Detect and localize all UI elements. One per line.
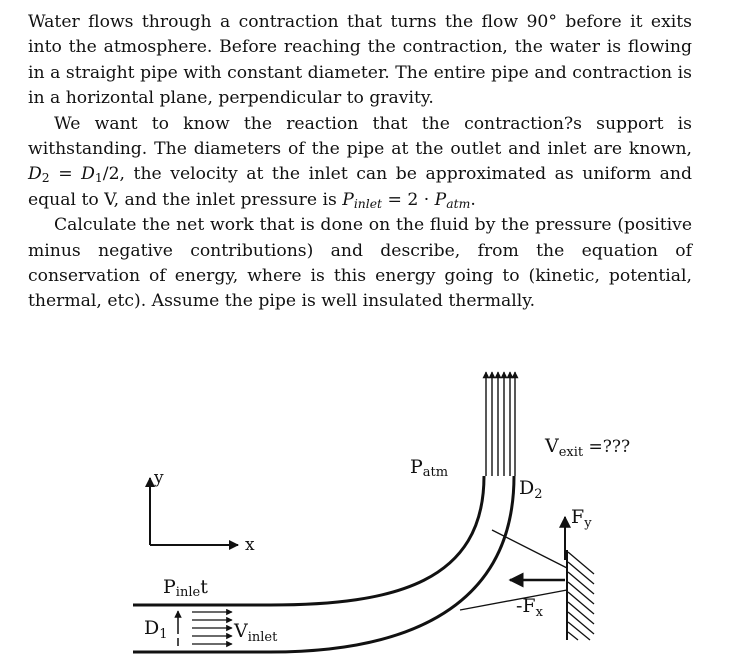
paragraph-2-text-2: the velocity at the inlet can be approximated as uniform and equal to V, and the inlet pressure is [28, 164, 693, 210]
x-axis-label: x [245, 535, 255, 555]
eq-d2-sub: 2 [41, 171, 50, 186]
eq-p-inlet: P [342, 189, 354, 210]
eq-d1: D [81, 164, 95, 185]
label-fy: $F_y$ [571, 506, 592, 531]
label-fx: $-F_x$ [516, 595, 543, 620]
paragraph-2-text: We want to know the reaction that the contraction?s support is withstanding. The diameters of the pipe at the outlet and inlet are known, [28, 113, 692, 160]
eq-d2: D [28, 164, 42, 185]
label-d2: $D_2$ [519, 477, 543, 502]
support-wall [460, 517, 594, 640]
eq-d1-sub: 1 [94, 171, 103, 186]
eq-half: /2, [102, 164, 125, 185]
label-v-inlet: $V_{inlet}$ [234, 620, 278, 645]
label-p-inlet: Pinlet [163, 576, 208, 600]
eq-period: . [470, 189, 476, 210]
paragraph-3: Calculate the net work that is done on the fluid by the pressure (positive minus negative contributions) and describe, from the equation of conservation of energy, where is this energy going to (kinetic, potential, thermal, etc). Assume the pipe is well insulated thermally. [28, 215, 692, 312]
eq-equals: = [49, 164, 82, 185]
pipe-wall-inner [133, 476, 514, 652]
support-hatching [568, 552, 594, 640]
figure-labels [144, 435, 630, 645]
eq-p-atm: P [434, 189, 447, 210]
pipe-walls [133, 476, 514, 652]
axes [150, 468, 255, 555]
label-p-atm: Patm [410, 456, 449, 480]
label-v-exit: $V_{exit}$ =??? [545, 435, 631, 460]
inlet-markers [178, 611, 232, 646]
exit-jet-streamlines [486, 372, 515, 476]
y-axis-label: y [154, 468, 164, 488]
eq-p-inlet-sub: inlet [353, 196, 383, 211]
eq-times-two: = 2 · [382, 189, 435, 210]
eq-p-atm-sub: atm [446, 196, 471, 211]
label-d1: $D_1$ [144, 617, 168, 642]
support-strut-upper [492, 530, 567, 568]
support-strut-lower [460, 590, 567, 610]
paragraph-1: Water flows through a contraction that turns the flow 90° before it exits into the atmosphere. Before reaching the contraction, the water is flowing in a straight pipe with constant diameter. The entire pipe and contraction is in a horizontal plane, perpendicular to gravity. [28, 12, 692, 109]
